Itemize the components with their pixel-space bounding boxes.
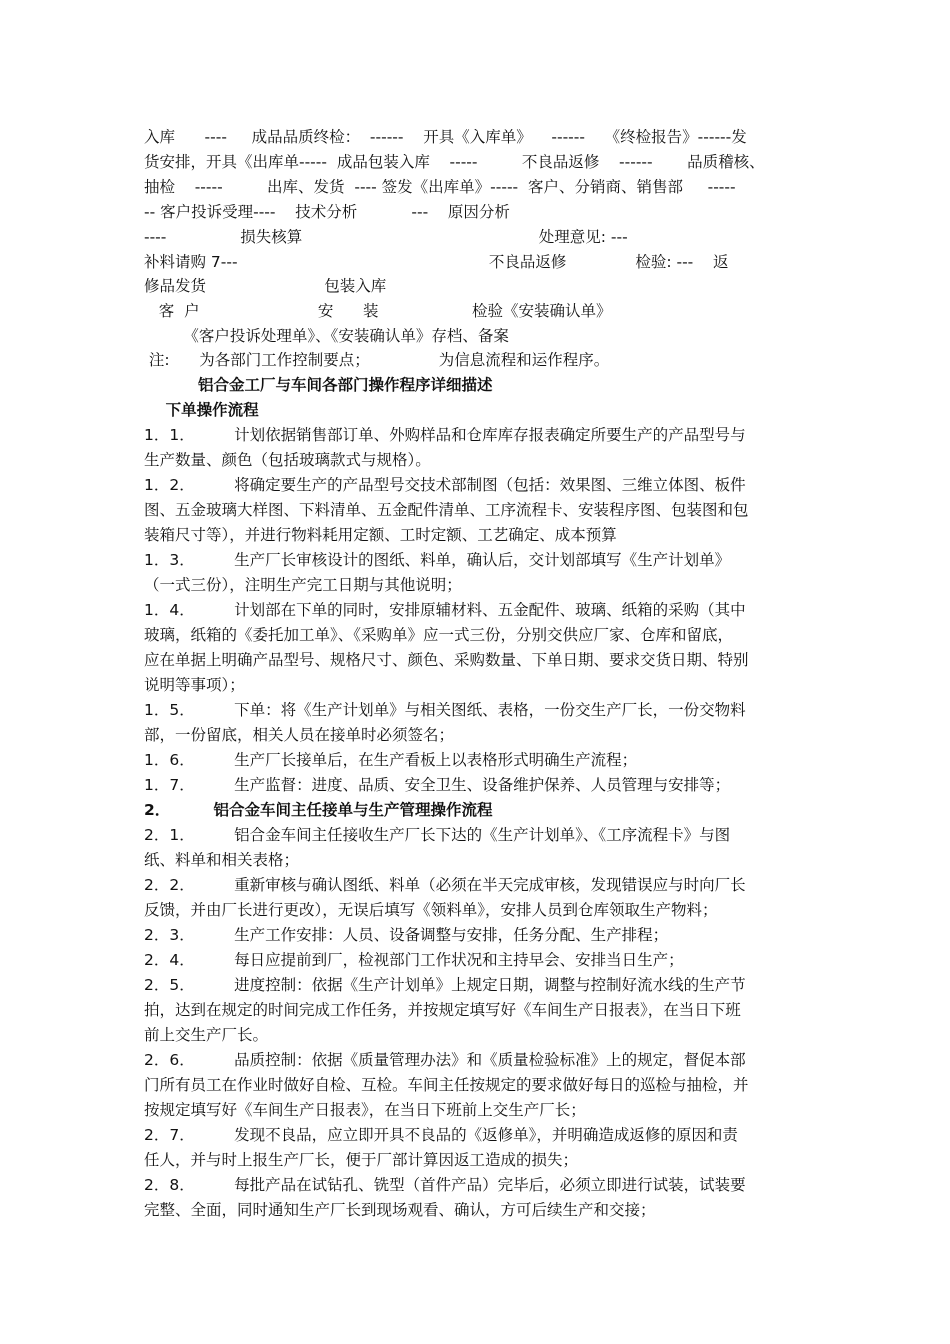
paragraph-line: 前上交生产厂长。: [144, 1026, 269, 1044]
paragraph-line: 2．7． 发现不良品，应立即开具不良品的《返修单》，并明确造成返修的原因和责: [144, 1126, 738, 1144]
flow-line: 入库 ---- 成品品质终检： ------ 开具《入库单》 ------ 《终检报告》------发: [144, 128, 747, 146]
paragraph-line: 纸、料单和相关表格；: [144, 851, 300, 869]
flow-line: 货安排，开具《出库单----- 成品包装入库 ----- 不良品返修 ------ 品质稽核、: [144, 153, 765, 171]
flow-line: 《客户投诉处理单》、《安装确认单》存档、备案: [144, 327, 509, 345]
paragraph-line: 部，一份留底，相关人员在接单时必须签名；: [144, 726, 455, 744]
paragraph-line: 2．3． 生产工作安排：人员、设备调整与安排，任务分配、生产排程；: [144, 926, 669, 944]
paragraph-line: 1．3． 生产厂长审核设计的图纸、料单，确认后，交计划部填写《生产计划单》: [144, 551, 731, 569]
paragraph-line: 1．6． 生产厂长接单后，在生产看板上以表格形式明确生产流程；: [144, 751, 638, 769]
paragraph-line: 任人，并与时上报生产厂长，便于厂部计算因返工造成的损失；: [144, 1151, 579, 1169]
paragraph-line: 完整、全面，同时通知生产厂长到现场观看、确认，方可后续生产和交接；: [144, 1201, 656, 1219]
paragraph-line: 生产数量、颜色（包括玻璃款式与规格）。: [144, 451, 431, 469]
paragraph-line: 1．1． 计划依据销售部订单、外购样品和仓库库存报表确定所要生产的产品型号与: [144, 426, 746, 444]
paragraph-line: 2．8． 每批产品在试钻孔、铣型（首件产品）完毕后，必须立即进行试装，试装要: [144, 1176, 746, 1194]
section-heading: 2． 铝合金车间主任接单与生产管理操作流程: [144, 801, 493, 819]
paragraph-line: 2．1． 铝合金车间主任接收生产厂长下达的《生产计划单》、《工序流程卡》与图: [144, 826, 731, 844]
paragraph-line: 1．7． 生产监督：进度、品质、安全卫生、设备维护保养、人员管理与安排等；: [144, 776, 731, 794]
section-heading: 下单操作流程: [144, 401, 259, 419]
paragraph-line: 说明等事项）；: [144, 676, 245, 694]
note-line: 注: 为各部门工作控制要点； 为信息流程和运作程序。: [144, 351, 610, 369]
paragraph-line: 1．2． 将确定要生产的产品型号交技术部制图（包括：效果图、三维立体图、板件: [144, 476, 746, 494]
flow-line: 补料请购 7--- 不良品返修 检验: --- 返: [144, 253, 729, 271]
flow-line: 抽检 ----- 出库、发货 ---- 签发《出库单》----- 客户、分销商、销售部 -----: [144, 178, 736, 196]
paragraph-line: 按规定填写好《车间生产日报表》，在当日下班前上交生产厂长；: [144, 1101, 586, 1119]
flow-line: 修品发货 包装入库: [144, 277, 387, 295]
flow-line: 客 户 安 装 检验《安装确认单》: [144, 302, 612, 320]
paragraph-line: 装箱尺寸等），并进行物料耗用定额、工时定额、工艺确定、成本预算: [144, 526, 617, 544]
flow-line: ---- 损失核算 处理意见: ---: [144, 228, 628, 246]
flow-line: -- 客户投诉受理---- 技术分析 --- 原因分析: [144, 203, 510, 221]
paragraph-line: 门所有员工在作业时做好自检、互检。车间主任按规定的要求做好每日的巡检与抽检，并: [144, 1076, 749, 1094]
paragraph-line: 1．4． 计划部在下单的同时，安排原辅材料、五金配件、玻璃、纸箱的采购（其中: [144, 601, 746, 619]
paragraph-line: 1．5． 下单：将《生产计划单》与相关图纸、表格，一份交生产厂长，一份交物料: [144, 701, 746, 719]
paragraph-line: 2．5． 进度控制：依据《生产计划单》上规定日期，调整与控制好流水线的生产节: [144, 976, 746, 994]
paragraph-line: 2．4． 每日应提前到厂，检视部门工作状况和主持早会、安排当日生产；: [144, 951, 684, 969]
paragraph-line: （一式三份），注明生产完工日期与其他说明；: [144, 576, 462, 594]
document-title: 铝合金工厂与车间各部门操作程序详细描述: [144, 376, 493, 394]
paragraph-line: 图、五金玻璃大样图、下料清单、五金配件清单、工序流程卡、安装程序图、包装图和包: [144, 501, 749, 519]
paragraph-line: 2．2． 重新审核与确认图纸、料单（必须在半天完成审核，发现错误应与时向厂长: [144, 876, 746, 894]
paragraph-line: 2．6． 品质控制：依据《质量管理办法》和《质量检验标准》上的规定，督促本部: [144, 1051, 746, 1069]
paragraph-line: 玻璃，纸箱的《委托加工单》、《采购单》应一式三份，分别交供应厂家、仓库和留底，: [144, 626, 734, 644]
paragraph-line: 反馈，并由厂长进行更改），无误后填写《领料单》，安排人员到仓库领取生产物料；: [144, 901, 718, 919]
paragraph-line: 拍，达到在规定的时间完成工作任务，并按规定填写好《车间生产日报表》，在当日下班: [144, 1001, 741, 1019]
paragraph-line: 应在单据上明确产品型号、规格尺寸、颜色、采购数量、下单日期、要求交货日期、特别: [144, 651, 749, 669]
